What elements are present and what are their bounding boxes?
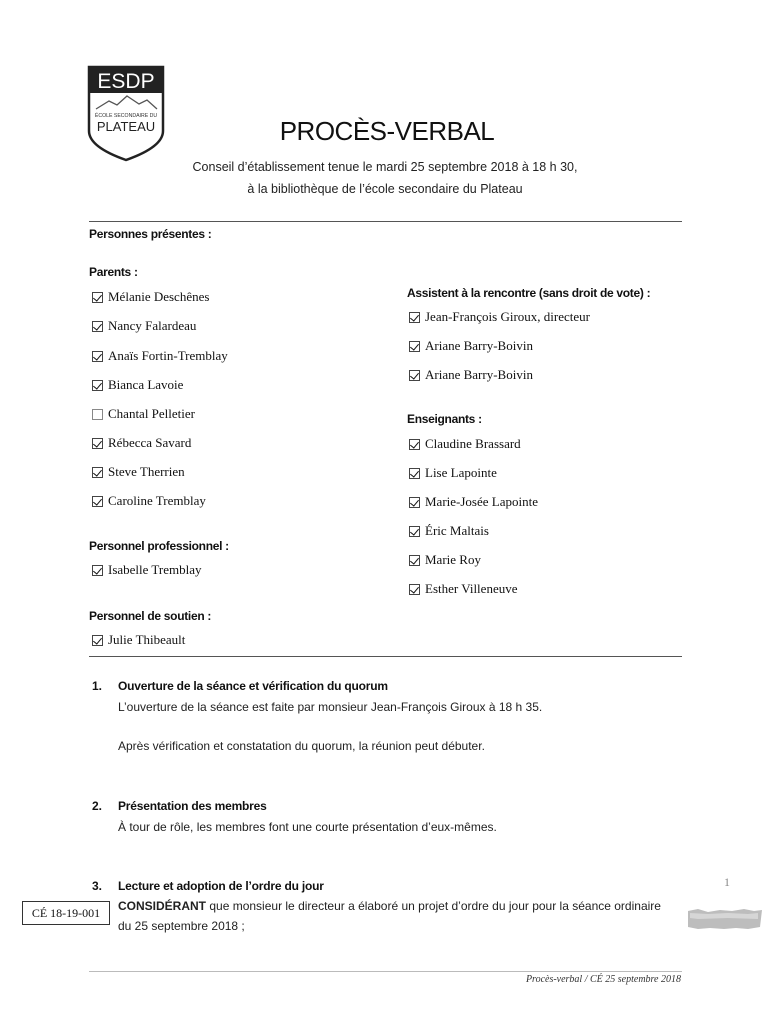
checked-box-icon [92, 438, 103, 449]
svg-text:ESDP: ESDP [97, 70, 155, 93]
school-logo [87, 65, 165, 162]
meeting-details-line2: à la bibliothèque de l’école secondaire du Plateau [247, 182, 523, 196]
attendee-checkbox-item[interactable]: Julie Thibeault [92, 631, 185, 649]
attendee-checkbox-item[interactable]: Ariane Barry-Boivin [409, 366, 533, 384]
page-footer: Procès-verbal / CÉ 25 septembre 2018 [525, 974, 681, 985]
section-paragraph: CONSIDÉRANT que monsieur le directeur a élaboré un projet d’ordre du jour pour la séance ordinaire [118, 899, 661, 913]
attendee-checkbox-item[interactable]: Chantal Pelletier [92, 405, 195, 423]
checked-box-icon [409, 341, 420, 352]
section-paragraph: À tour de rôle, les membres font une courte présentation d’eux-mêmes. [118, 820, 497, 834]
document-title: PROCÈS-VERBAL [279, 116, 495, 146]
checked-box-icon [92, 351, 103, 362]
attendees-heading: Assistent à la rencontre (sans droit de vote) : [407, 286, 651, 300]
section-paragraph: L’ouverture de la séance est faite par monsieur Jean-François Giroux à 18 h 35. [118, 700, 543, 714]
checked-box-icon [409, 439, 420, 450]
resolution-reference-box: CÉ 18-19-001 [22, 901, 110, 925]
attendee-checkbox-item[interactable]: Jean-François Giroux, directeur [409, 308, 590, 326]
keyword: CONSIDÉRANT [118, 899, 207, 913]
support-heading: Personnel de soutien : [89, 609, 212, 623]
scan-smudge-icon [688, 907, 762, 931]
section-number: 2. [92, 799, 103, 813]
checked-box-icon [92, 496, 103, 507]
section-number: 3. [92, 879, 103, 893]
meeting-details-line1: Conseil d’établissement tenue le mardi 25 septembre 2018 à 18 h 30, [192, 160, 578, 174]
attendee-checkbox-item[interactable]: Esther Villeneuve [409, 580, 517, 598]
checked-box-icon [409, 468, 420, 479]
checked-box-icon [92, 321, 103, 332]
checked-box-icon [409, 526, 420, 537]
parents-heading: Parents : [89, 265, 138, 279]
checked-box-icon [92, 467, 103, 478]
section-paragraph: du 25 septembre 2018 ; [118, 919, 245, 933]
svg-text:PLATEAU: PLATEAU [96, 119, 156, 134]
section-title: Ouverture de la séance et vérification du quorum [118, 679, 388, 693]
attendee-checkbox-item[interactable]: Isabelle Tremblay [92, 561, 202, 579]
checked-box-icon [409, 497, 420, 508]
checked-box-icon [92, 380, 103, 391]
attendee-checkbox-item[interactable]: Mélanie Deschênes [92, 288, 209, 306]
divider-middle [89, 656, 682, 657]
attendee-checkbox-item[interactable]: Anaïs Fortin-Tremblay [92, 347, 228, 365]
present-heading: Personnes présentes : [89, 227, 212, 241]
divider-footer [89, 971, 682, 972]
attendee-checkbox-item[interactable]: Bianca Lavoie [92, 376, 183, 394]
section-number: 1. [92, 679, 103, 693]
divider-top [89, 221, 682, 222]
checked-box-icon [92, 565, 103, 576]
checked-box-icon [92, 292, 103, 303]
attendee-checkbox-item[interactable]: Éric Maltais [409, 522, 489, 540]
checked-box-icon [409, 584, 420, 595]
attendee-checkbox-item[interactable]: Nancy Falardeau [92, 317, 196, 335]
attendee-checkbox-item[interactable]: Lise Lapointe [409, 464, 497, 482]
school-crest-icon [87, 65, 165, 162]
attendee-checkbox-item[interactable]: Steve Therrien [92, 463, 185, 481]
attendee-checkbox-item[interactable]: Claudine Brassard [409, 435, 521, 453]
teachers-heading: Enseignants : [407, 412, 482, 426]
section-paragraph: Après vérification et constatation du quorum, la réunion peut débuter. [118, 739, 485, 753]
attendee-checkbox-item[interactable]: Ariane Barry-Boivin [409, 337, 533, 355]
checked-box-icon [92, 635, 103, 646]
attendee-checkbox-item[interactable]: Rébecca Savard [92, 434, 191, 452]
unchecked-box-icon [92, 409, 103, 420]
svg-text:ÉCOLE SECONDAIRE DU: ÉCOLE SECONDAIRE DU [94, 113, 158, 119]
checked-box-icon [409, 370, 420, 381]
attendee-checkbox-item[interactable]: Marie Roy [409, 551, 481, 569]
page-number: 1 [724, 875, 730, 889]
attendee-checkbox-item[interactable]: Marie-Josée Lapointe [409, 493, 538, 511]
checked-box-icon [409, 555, 420, 566]
professional-heading: Personnel professionnel : [89, 539, 229, 553]
checked-box-icon [409, 312, 420, 323]
attendee-checkbox-item[interactable]: Caroline Tremblay [92, 492, 206, 510]
scan-artifact [688, 907, 762, 931]
section-title: Présentation des membres [118, 799, 267, 813]
section-title: Lecture et adoption de l’ordre du jour [118, 879, 324, 893]
